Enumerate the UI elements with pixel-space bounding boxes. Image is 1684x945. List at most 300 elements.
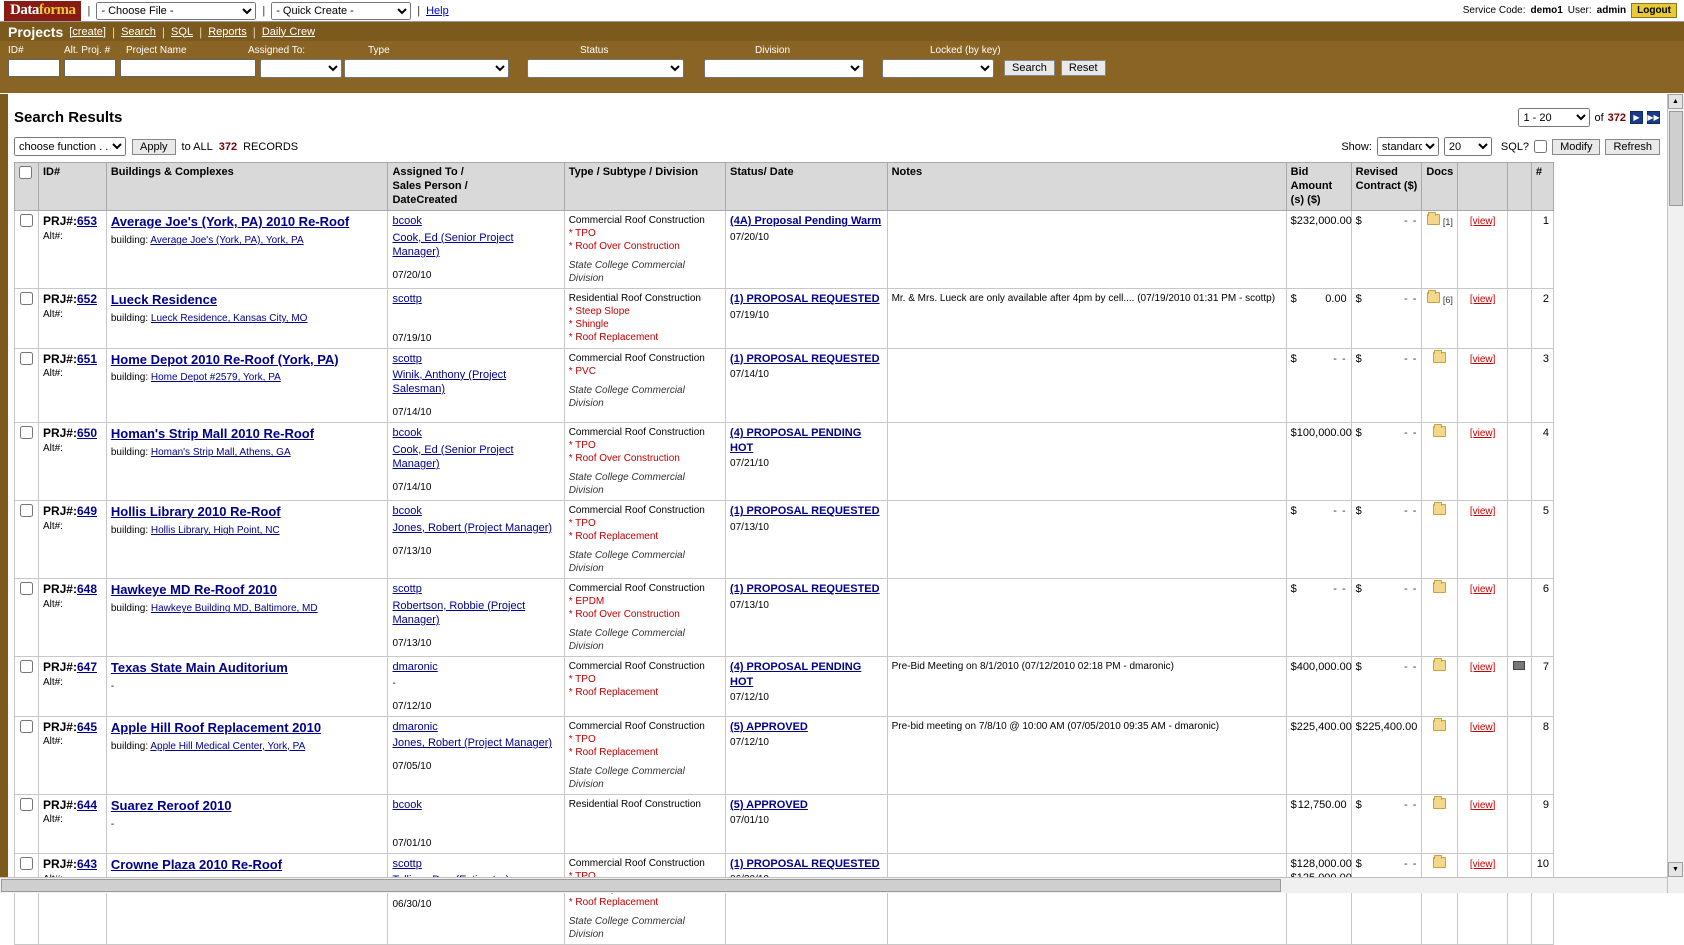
nav-pipe-4: | [252,24,256,39]
th-extra [1507,163,1531,211]
project-subtype: * Steep Slope [568,306,630,318]
extra-cell [1507,854,1531,945]
page-range-select[interactable] [1518,108,1590,127]
th-revised-line1: Revised [1355,166,1398,178]
project-id: PRJ#:650 [42,426,97,441]
assigned-cell [388,501,564,579]
filter-id-input[interactable] [8,59,60,77]
results-content-area [0,93,1684,941]
view-cell [1458,794,1508,853]
reset-button[interactable]: Reset [1061,60,1106,76]
project-type: Commercial Roof Construction [568,858,705,870]
type-cell [564,348,725,423]
total-records-count: 372 [1607,111,1626,124]
project-name-cell [106,854,388,945]
revised-contract: $ - - [1355,858,1418,871]
extra-cell [1507,579,1531,657]
type-cell [564,657,725,716]
assignee-link[interactable]: bcook [392,505,422,518]
status-link[interactable]: (4A) Proposal Pending Warm [730,215,882,228]
status-link[interactable]: (1) PROPOSAL REQUESTED [730,352,880,365]
view-cell [1458,289,1508,348]
view-link[interactable]: [view] [1469,721,1496,733]
alt-number: Alt#: [42,677,63,689]
assignee-link[interactable]: dmaronic [392,661,438,674]
project-id: PRJ#:651 [42,351,97,366]
scroll-down-arrow[interactable]: ▼ [1668,862,1683,877]
project-title-link[interactable]: Texas State Main Auditorium [110,660,288,676]
sales-person: Winik, Anthony (Project Salesman) [392,368,507,396]
folder-icon[interactable] [1433,582,1446,593]
assignee-link[interactable]: bcook [392,215,422,228]
revised-contract-cell [1351,211,1422,289]
revised-contract-cell [1351,657,1422,716]
row-checkbox[interactable] [20,582,33,595]
apply-records-count: 372 [218,140,238,153]
project-type: Commercial Roof Construction [568,583,705,595]
row-checkbox[interactable] [20,720,33,733]
status-link[interactable]: (1) PROPOSAL REQUESTED [730,583,880,596]
building-link[interactable]: Homan's Strip Mall, Athens, GA [150,447,291,459]
bid-amount-cell [1286,423,1351,501]
project-subtype: * Roof Replacement [568,897,659,909]
project-id-cell [38,579,106,657]
logo-text-accent: forma [38,1,76,18]
table-row [15,211,1554,289]
view-link[interactable]: [view] [1469,799,1496,811]
view-link[interactable]: [view] [1469,353,1496,365]
row-select-cell [15,501,39,579]
bid-amount-cell [1286,657,1351,716]
table-row [15,348,1554,423]
row-checkbox[interactable] [20,214,33,227]
type-cell [564,289,725,348]
project-id-link[interactable]: 644 [76,797,97,812]
revised-contract-cell [1351,348,1422,423]
revised-contract-cell [1351,423,1422,501]
filter-assigned-to-select[interactable] [260,59,342,78]
status-link[interactable]: (4) PROPOSAL PENDING HOT [730,427,862,454]
date-created: 07/13/10 [392,638,432,650]
project-subtype: * Roof Over Construction [568,241,680,253]
nav-item-reports[interactable]: Reports [208,25,247,38]
assigned-cell [388,579,564,657]
type-cell [564,423,725,501]
vertical-scroll-thumb[interactable] [1669,111,1683,206]
th-assigned [388,163,564,211]
folder-icon[interactable] [1433,720,1446,731]
project-id-link[interactable]: 648 [76,582,97,597]
row-number-cell: 1 [1531,211,1553,289]
table-row [15,579,1554,657]
apply-button[interactable]: Apply [132,139,176,155]
view-cell [1458,854,1508,945]
results-inner [0,94,1684,945]
th-status: Status/ Date [726,163,888,211]
status-date: 07/12/10 [730,692,769,704]
building-link[interactable]: Hawkeye Building MD, Baltimore, MD [150,603,318,615]
docs-cell [1422,579,1458,657]
alt-number: Alt#: [42,368,63,380]
docs-cell [1422,794,1458,853]
row-number-cell: 5 [1531,501,1553,579]
table-row [15,854,1554,945]
project-type: Commercial Roof Construction [568,661,705,673]
show-label: Show: [1341,140,1372,153]
filter-status-select[interactable] [527,59,684,78]
extra-cell [1507,348,1531,423]
th-revised-line2: Contract ($) [1355,179,1418,192]
project-title-link[interactable]: Crowne Plaza 2010 Re-Roof [110,857,283,873]
project-title-link[interactable]: Hollis Library 2010 Re-Roof [110,504,281,520]
row-number-cell: 4 [1531,423,1553,501]
assigned-cell [388,657,564,716]
label-division: Division [755,44,791,56]
view-link[interactable]: [view] [1469,662,1496,674]
modify-button[interactable]: Modify [1552,139,1600,155]
project-subtype: * Shingle [568,319,609,331]
assigned-cell [388,716,564,794]
filter-project-name-input[interactable] [120,59,256,77]
nav-item-sql[interactable]: SQL [171,25,194,38]
building-line [111,446,384,459]
status-link[interactable]: (5) APPROVED [730,720,808,733]
project-division: State College Commercial Division [568,384,685,409]
view-cell [1458,423,1508,501]
row-checkbox[interactable] [20,660,33,673]
sales-person: Cook, Ed (Senior Project Manager) [392,443,514,471]
assignee-link[interactable]: scottp [392,293,422,306]
project-id: PRJ#:653 [42,214,97,229]
type-cell [564,211,725,289]
bid-amount: $ - - [1290,505,1347,518]
extra-cell [1507,501,1531,579]
folder-icon[interactable] [1433,857,1446,868]
sales-person: Jones, Robert (Project Manager) [392,521,553,534]
project-title-link[interactable]: Hawkeye MD Re-Roof 2010 [110,582,278,598]
project-subtype: * Roof Over Construction [568,453,680,465]
folder-icon[interactable] [1433,426,1446,437]
view-link[interactable]: [view] [1469,294,1496,306]
project-id-link[interactable]: 650 [76,426,97,441]
status-date: 07/01/10 [730,815,769,827]
assignee-link[interactable]: scottp [392,858,422,871]
row-number-cell: 2 [1531,289,1553,348]
view-link[interactable]: [view] [1469,859,1496,871]
project-subtype: * TPO [568,733,596,745]
horizontal-scroll-thumb[interactable] [1,879,1281,892]
alt-number: Alt#: [42,443,63,455]
date-created: 07/12/10 [392,700,432,712]
row-number-cell: 8 [1531,716,1553,794]
project-id-link[interactable]: 651 [76,351,97,366]
extra-cell [1507,289,1531,348]
row-select-cell [15,854,39,945]
status-link[interactable]: (5) APPROVED [730,798,808,811]
project-id-cell [38,501,106,579]
revised-contract: $ - - [1355,352,1418,365]
project-type: Commercial Roof Construction [568,505,705,517]
scroll-up-arrow[interactable]: ▲ [1668,94,1683,109]
project-division: State College Commercial Division [568,916,685,941]
filter-division-select[interactable] [704,59,864,78]
refresh-button[interactable]: Refresh [1605,139,1660,155]
project-id-cell [38,211,106,289]
bid-amount-cell [1286,501,1351,579]
extra-cell [1507,657,1531,716]
alt-number: Alt#: [42,308,63,320]
horizontal-scrollbar[interactable] [0,877,1667,893]
revised-contract: $ - - [1355,427,1418,440]
project-title-link[interactable]: Home Depot 2010 Re-Roof (York, PA) [110,351,339,367]
revised-contract: $ - - [1355,215,1418,228]
date-created: 07/14/10 [392,407,432,419]
project-id: PRJ#:644 [42,797,97,812]
alt-number: Alt#: [42,230,63,242]
view-cell [1458,657,1508,716]
row-checkbox[interactable] [20,426,33,439]
building-label: building: [110,525,151,537]
row-select-cell [15,348,39,423]
project-title-link[interactable]: Apple Hill Roof Replacement 2010 [110,719,322,735]
label-locked: Locked (by key) [930,44,1001,56]
project-id-link[interactable]: 643 [76,857,97,872]
module-navbar [0,22,1684,41]
th-bid-line3: (s) ($) [1290,193,1321,206]
building-link[interactable]: Apple Hill Medical Center, York, PA [150,740,306,752]
view-link[interactable]: [view] [1469,584,1496,596]
extra-cell [1507,423,1531,501]
logo-text-main: Data [10,1,39,18]
nav-pipe-2: | [161,24,166,39]
project-id: PRJ#:652 [42,292,97,307]
last-page-icon[interactable]: ▶▶ [1647,113,1660,122]
sql-label: SQL? [1500,140,1530,153]
next-page-icon[interactable]: ▶ [1630,111,1643,124]
results-title: Search Results [14,109,123,126]
project-name-cell [106,657,388,716]
project-id-cell [38,423,106,501]
filter-locked-select[interactable] [882,59,994,78]
project-title-link[interactable]: Average Joe's (York, PA) 2010 Re-Roof [110,214,350,230]
building-label: building: [110,740,151,752]
building-link[interactable]: Lueck Residence, Kansas City, MO [150,313,308,325]
date-created: 07/13/10 [392,546,432,558]
building-link[interactable]: Hollis Library, High Point, NC [150,525,280,537]
show-count-select[interactable] [1444,137,1492,156]
revised-contract: $ - - [1355,798,1418,811]
status-date: 07/12/10 [730,737,769,749]
row-checkbox[interactable] [20,292,33,305]
assigned-cell [388,423,564,501]
search-filters-panel [0,41,1684,93]
status-date: 07/14/10 [730,368,769,380]
notes-cell [887,348,1286,423]
sql-checkbox[interactable] [1534,140,1547,153]
assigned-cell [388,289,564,348]
view-link[interactable]: [view] [1469,506,1496,518]
nav-item-daily-crew[interactable]: Daily Crew [261,25,316,38]
status-cell [726,794,888,853]
label-id: ID# [8,44,24,56]
assignee-link[interactable]: dmaronic [392,720,438,733]
status-link[interactable]: (1) PROPOSAL REQUESTED [730,505,880,518]
th-buildings: Buildings & Complexes [106,163,388,211]
row-checkbox[interactable] [20,798,33,811]
row-checkbox[interactable] [20,352,33,365]
folder-icon[interactable] [1433,504,1446,515]
view-link[interactable]: [view] [1469,428,1496,440]
bid-amount-cell [1286,289,1351,348]
project-id-cell [38,657,106,716]
project-subtype: * PVC [568,365,596,377]
label-status: Status [580,44,609,56]
assigned-cell [388,211,564,289]
building-link[interactable]: Average Joe's (York, PA), York, PA [150,235,304,247]
assignee-link[interactable]: scottp [392,352,422,365]
projects-results-table [14,162,1554,945]
project-name-cell [106,348,388,423]
project-id-link[interactable]: 649 [76,504,97,519]
folder-icon[interactable] [1427,214,1440,225]
project-id-link[interactable]: 653 [76,214,97,229]
building-line [111,524,384,537]
notes-cell: Pre-bid meeting on 7/8/10 @ 10:00 AM (07/05/2010 09:35 AM - dmaronic) [887,716,1286,794]
date-created: 07/19/10 [392,332,432,344]
logout-button[interactable]: Logout [1631,3,1677,18]
vertical-scrollbar[interactable] [1667,94,1684,893]
folder-icon[interactable] [1433,660,1446,671]
bid-amount: $ 400,000.00 [1290,661,1352,674]
sales-person: - [392,677,396,689]
doc-count: [1] [1442,217,1453,228]
row-select-cell [15,211,39,289]
docs-cell [1422,716,1458,794]
printer-icon[interactable] [1513,661,1525,670]
status-cell [726,289,888,348]
nav-pipe-1: | [111,24,116,39]
building-label: building: [110,447,151,459]
nav-item-search[interactable]: Search [121,25,156,38]
project-id: PRJ#:648 [42,582,97,597]
notes-cell [887,579,1286,657]
bid-amount: $ - - [1290,352,1347,365]
separator-2: | [262,4,266,17]
revised-contract: $ 225,400.00 [1355,720,1418,733]
th-revised-contract [1351,163,1422,211]
project-id-link[interactable]: 652 [76,292,97,307]
project-title-link[interactable]: Homan's Strip Mall 2010 Re-Roof [110,426,315,442]
project-title-link[interactable]: Lueck Residence [110,292,218,308]
th-id: ID# [38,163,106,211]
revised-contract-cell [1351,289,1422,348]
view-link[interactable]: [view] [1469,216,1496,228]
filter-type-select[interactable] [344,59,509,78]
project-subtype: * Roof Replacement [568,687,659,699]
view-cell [1458,501,1508,579]
create-link[interactable]: [create] [69,25,106,38]
search-button[interactable]: Search [1004,60,1055,76]
status-link[interactable]: (1) PROPOSAL REQUESTED [730,858,880,871]
filter-alt-proj-input[interactable] [64,59,116,77]
bid-amount: $ 0.00 [1290,293,1347,306]
project-name-cell [106,501,388,579]
type-cell [564,579,725,657]
results-display-options [1341,137,1660,156]
assignee-link[interactable]: scottp [392,583,422,596]
building-link[interactable]: Home Depot #2579, York, PA [150,372,281,384]
help-link[interactable]: Help [426,4,449,17]
folder-icon[interactable] [1427,292,1440,303]
project-type: Commercial Roof Construction [568,720,705,732]
date-created: 07/05/10 [392,761,432,773]
left-edge-decoration [0,94,8,893]
building-label: building: [110,372,151,384]
th-notes: Notes [887,163,1286,211]
choose-function-select[interactable] [14,137,126,156]
select-all-checkbox[interactable] [19,166,32,179]
project-subtype: * TPO [568,440,596,452]
alt-number: Alt#: [42,599,63,611]
building-line [111,312,384,325]
apply-records-word: RECORDS [243,140,299,153]
project-subtype: * Roof Replacement [568,332,659,344]
docs-cell [1422,289,1458,348]
docs-cell [1422,854,1458,945]
quick-create-select[interactable] [271,2,411,20]
status-link[interactable]: (1) PROPOSAL REQUESTED [730,293,880,306]
building-label: building: [110,235,151,247]
bid-amount: $ 225,400.00 [1290,720,1352,733]
date-created: 07/20/10 [392,270,432,282]
table-row [15,657,1554,716]
notes-cell: Mr. & Mrs. Lueck are only available after 4pm by cell.... (07/19/2010 01:31 PM - scottp) [887,289,1286,348]
alt-number: Alt#: [42,521,63,533]
project-subtype: * Roof Replacement [568,746,659,758]
row-checkbox[interactable] [20,504,33,517]
status-link[interactable]: (4) PROPOSAL PENDING HOT [730,661,862,688]
project-id-link[interactable]: 647 [76,660,97,675]
type-cell [564,716,725,794]
type-cell [564,794,725,853]
assigned-cell [388,348,564,423]
row-number-cell: 10 [1531,854,1553,945]
th-assigned-line1: Assigned To / [392,166,464,178]
status-date: 07/19/10 [730,309,769,321]
label-type: Type [368,44,390,56]
status-date: 07/13/10 [730,599,769,611]
assignee-link[interactable]: bcook [392,427,422,440]
choose-file-select[interactable] [96,2,256,20]
assignee-link[interactable]: bcook [392,798,422,811]
building-line [111,371,384,384]
type-cell [564,854,725,945]
folder-icon[interactable] [1433,352,1446,363]
folder-icon[interactable] [1433,798,1446,809]
row-checkbox[interactable] [20,857,33,870]
show-style-select[interactable] [1377,137,1439,156]
pagination-controls [1518,108,1660,127]
results-toolbar [14,137,1660,156]
th-bid-line1: Bid [1290,166,1309,178]
docs-cell [1422,657,1458,716]
project-title-link[interactable]: Suarez Reroof 2010 [110,797,232,813]
type-cell [564,501,725,579]
project-id-link[interactable]: 645 [76,719,97,734]
row-number-cell: 3 [1531,348,1553,423]
row-number-cell: 7 [1531,657,1553,716]
project-name-cell [106,211,388,289]
